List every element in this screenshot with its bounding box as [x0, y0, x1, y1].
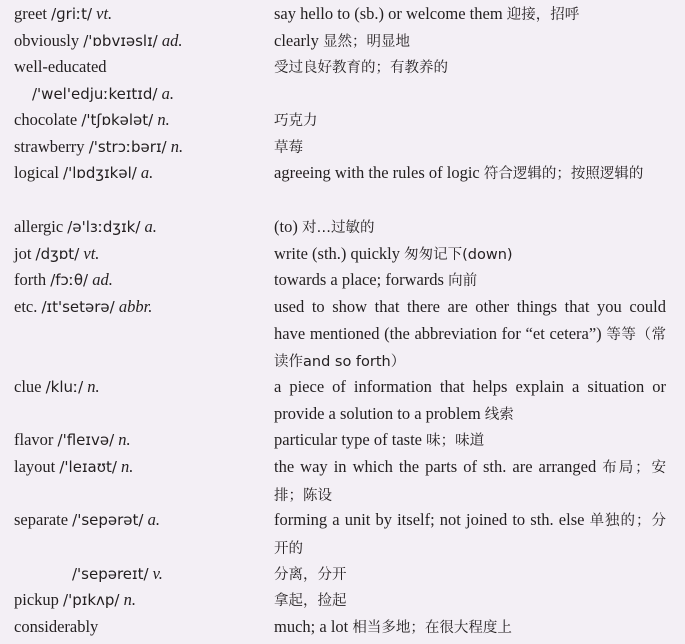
entry-term — [14, 160, 153, 187]
entry-pos: n. — [87, 377, 100, 396]
entry-word: greet — [14, 4, 47, 23]
entry-definition — [274, 241, 666, 269]
entry-pos: vt. — [83, 244, 100, 263]
entry-def-cn: 拿起，捡起 — [274, 593, 347, 609]
entry-pos: a. — [140, 163, 154, 182]
entry-def-cn: 分离，分开 — [274, 567, 347, 583]
entry-term — [14, 214, 157, 241]
entry-definition — [274, 160, 666, 188]
entry-term — [14, 107, 170, 134]
entry-definition — [274, 614, 666, 642]
entry-def-cn: 显然；明显地 — [323, 34, 411, 50]
entry-definition — [274, 134, 666, 162]
entry-term — [14, 28, 182, 55]
entry-definition — [274, 1, 666, 29]
entry-definition — [274, 561, 666, 589]
entry-definition — [274, 427, 666, 455]
entry-def-en: clearly — [274, 31, 319, 50]
entry-ipa: /'sepərət/ — [72, 511, 144, 529]
entry-def-cn: 向前 — [448, 273, 478, 289]
entry-ipa: /'lɒdʒɪkəl/ — [63, 164, 137, 182]
entry-pos: n. — [118, 430, 131, 449]
entry-definition — [274, 374, 666, 428]
entry-pos: a. — [161, 84, 174, 103]
entry-def-cn: 单独的；分开的 — [274, 513, 667, 557]
entry-term — [14, 587, 136, 614]
entry-ipa: /'ɒbvɪəslɪ/ — [83, 32, 158, 50]
entry-ipa: /'wel'edjuːkeɪtɪd/ — [32, 85, 158, 103]
entry-pos: n. — [170, 137, 184, 156]
entry-ipa: /ɪt'setərə/ — [41, 298, 115, 316]
entry-ipa: /'pɪkʌp/ — [63, 591, 120, 609]
entry-def-cn: 巧克力 — [274, 113, 318, 129]
entry-word: clue — [14, 377, 42, 396]
entry-definition — [274, 454, 666, 509]
entry-word: strawberry — [14, 137, 85, 156]
entry-pos: n. — [157, 110, 170, 129]
entry-definition — [274, 214, 666, 242]
entry-pos: ad. — [161, 31, 183, 50]
entry-ipa: /'sepəreɪt/ — [72, 565, 149, 583]
entry-definition — [274, 294, 666, 376]
entry-def-cn: 草莓 — [274, 140, 303, 156]
entry-def-cn: 符合逻辑的；按照逻辑的 — [483, 166, 644, 182]
entry-word: obviously — [14, 31, 80, 50]
entry-def-cn: 相当多地；在很大程度上 — [352, 620, 512, 636]
entry-word: layout — [14, 457, 56, 476]
entry-term — [14, 294, 152, 321]
entry-pos: abbr. — [118, 297, 153, 316]
entry-word: etc. — [14, 297, 38, 316]
entry-definition — [274, 267, 666, 295]
entry-word: jot — [14, 244, 32, 263]
entry-ipa: /ə'lɜːdʒɪk/ — [67, 218, 141, 236]
entry-word: considerably — [14, 617, 99, 636]
entry-pos: a. — [147, 510, 160, 529]
entry-word: chocolate — [14, 110, 78, 129]
entry-def-en: towards a place; forwards — [274, 270, 444, 289]
entry-pos: vt. — [96, 4, 113, 23]
entry-definition — [274, 507, 666, 562]
entry-definition — [274, 587, 666, 615]
entry-def-en: agreeing with the rules of logic — [274, 163, 480, 182]
entry-def-en: the way in which the parts of sth. are arranged — [274, 457, 597, 476]
entry-def-en: particular type of taste — [274, 430, 422, 449]
entry-word: separate — [14, 510, 69, 529]
entry-term — [14, 134, 183, 161]
entry-term — [14, 507, 160, 534]
entry-ipa: /'leɪaʊt/ — [59, 458, 117, 476]
entry-def-cn: 匆匆记下(down) — [404, 247, 513, 263]
entry-term — [14, 454, 133, 481]
entry-ipa: /ɡriːt/ — [51, 5, 93, 23]
entry-def-cn: 迎接，招呼 — [506, 7, 580, 23]
entry-def-en: a piece of information that helps explain a situation or provide a solution to a problem — [274, 377, 666, 423]
entry-pos: ad. — [92, 270, 113, 289]
entry-def-cn: 等等（常读作and so forth） — [274, 326, 667, 370]
entry-def-cn: 布局；安排；陈设 — [274, 460, 667, 504]
entry-def-en: say hello to (sb.) or welcome them — [274, 4, 503, 23]
entry-term — [14, 374, 100, 401]
entry-pos: v. — [152, 564, 163, 583]
entry-definition — [274, 54, 666, 82]
entry-def-en: much; a lot — [274, 617, 349, 636]
entry-def-en: used to show that there are other things that you could have mentioned (the abbreviation for “et cetera”) — [274, 297, 666, 343]
entry-ipa: /kluː/ — [45, 378, 84, 396]
entry-word: allergic — [14, 217, 64, 236]
entry-ipa: /dʒɒt/ — [35, 245, 80, 263]
entry-def-en: (to) — [274, 217, 298, 236]
entry-def-en: forming a unit by itself; not joined to sth. else — [274, 510, 585, 529]
entry-term — [32, 81, 174, 108]
entry-ipa: /fɔːθ/ — [50, 271, 89, 289]
entry-word: pickup — [14, 590, 59, 609]
entry-def-cn: 线索 — [484, 406, 514, 423]
entry-pos: n. — [123, 590, 136, 609]
entry-term — [72, 561, 163, 588]
entry-definition — [274, 28, 666, 56]
entry-ipa: /'tʃɒkələt/ — [81, 111, 154, 129]
entry-term — [14, 241, 99, 268]
entry-pos: n. — [121, 457, 134, 476]
entry-term — [14, 614, 98, 641]
entry-term — [14, 267, 113, 294]
entry-term — [14, 54, 107, 81]
entry-def-cn: 受过良好教育的；有教养的 — [274, 60, 448, 76]
entry-def-cn: 味；味道 — [426, 433, 485, 449]
entry-word: forth — [14, 270, 47, 289]
entry-def-en: write (sth.) quickly — [274, 244, 401, 263]
entry-word: well-educated — [14, 57, 107, 76]
entry-ipa: /'fleɪvə/ — [57, 431, 115, 449]
entry-word: flavor — [14, 430, 54, 449]
entry-word: logical — [14, 163, 59, 182]
entry-definition — [274, 107, 666, 135]
entry-term — [14, 1, 112, 28]
entry-term — [14, 427, 131, 454]
entry-def-cn: 对…过敏的 — [301, 220, 375, 236]
entry-ipa: /'strɔːbərɪ/ — [88, 138, 167, 156]
entry-pos: a. — [144, 217, 157, 236]
